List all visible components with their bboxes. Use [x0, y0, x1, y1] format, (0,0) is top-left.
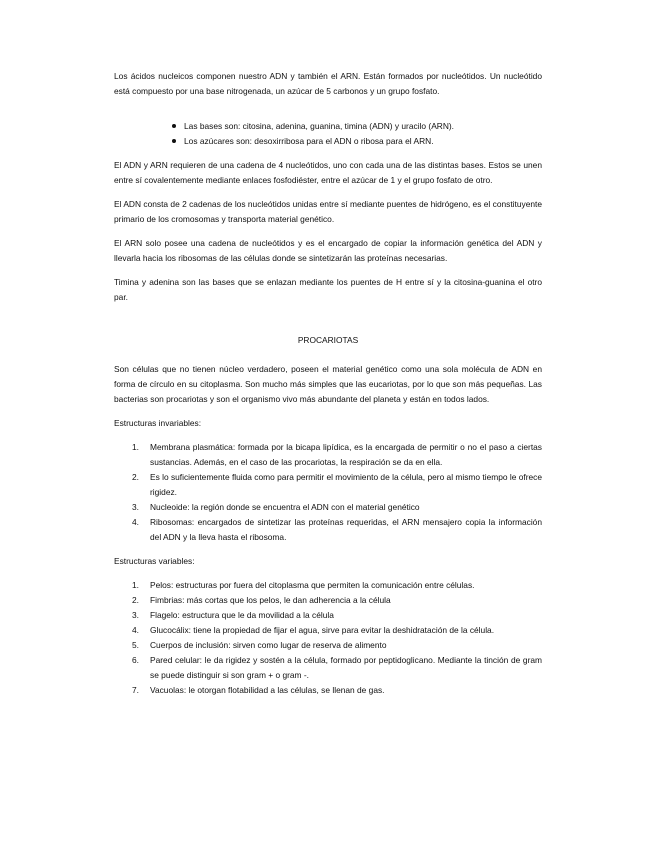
bullet-item: Los azúcares son: desoxirribosa para el ADN o ribosa para el ARN.	[114, 134, 542, 149]
section-heading-procariotas: PROCARIOTAS	[297, 335, 359, 345]
paragraph-bases-pares: Timina y adenina son las bases que se enlazan mediante los puentes de H entre sí y la citosina-guanina el otro par.	[114, 277, 542, 302]
label-estructuras-variables: Estructuras variables:	[114, 556, 195, 566]
list-item: 2. Es lo suficientemente fluida como para permitir el movimiento de la célula, pero al mismo tiempo le ofrece rigidez.	[132, 472, 542, 497]
paragraph-arn: El ARN solo posee una cadena de nucleótidos y es el encargado de copiar la información genética del ADN y llevarla hacia los ribosomas de las células donde se sintetizarán las proteínas necesarias.	[114, 238, 542, 263]
list-item: 6. Pared celular: le da rigidez y sostén a la célula, formado por peptidoglicano. Mediante la tinción de gram se puede distinguir si son gram + o gram -.	[132, 655, 542, 680]
list-item: 4. Ribosomas: encargados de sintetizar las proteínas requeridas, el ARN mensajero copia la información del ADN y la lleva hasta el ribosoma.	[132, 517, 542, 542]
list-item: 1. Pelos: estructuras por fuera del citoplasma que permiten la comunicación entre células.	[132, 580, 475, 590]
list-item: 7. Vacuolas: le otorgan flotabilidad a las células, se llenan de gas.	[132, 685, 385, 695]
paragraph-adn: El ADN consta de 2 cadenas de los nucleótidos unidas entre sí mediante puentes de hidrógeno, es el constituyente primario de los cromosomas y transporta material genético.	[114, 199, 542, 224]
paragraph-procariotas: Son células que no tienen núcleo verdadero, poseen el material genético como una sola molécula de ADN en forma de círculo en su citoplasma. Son mucho más simples que las eucariotas, por lo que son más pequeñas. Las bacterias son procariotas y son el organismo vivo más abundante del planeta y están en todos lados.	[114, 364, 542, 404]
bullet-icon	[172, 124, 176, 128]
list-item: 3. Flagelo: estructura que le da movilidad a la célula	[132, 610, 334, 620]
list-item: 3. Nucleoide: la región donde se encuentra el ADN con el material genético	[132, 502, 420, 512]
bullet-item: Las bases son: citosina, adenina, guanina, timina (ADN) y uracilo (ARN).	[114, 119, 542, 134]
list-estructuras-variables	[114, 578, 542, 698]
paragraph-adn-arn-cadena: El ADN y ARN requieren de una cadena de 4 nucleótidos, uno con cada una de las distintas bases. Estos se unen entre sí covalentemente mediante enlaces fosfodiéster, entre el azúcar de 1 y el grupo fosfato de otro.	[114, 160, 542, 185]
list-item: 4. Glucocálix: tiene la propiedad de fijar el agua, sirve para evitar la deshidratación de la célula.	[132, 625, 495, 635]
list-item: 2. Fimbrias: más cortas que los pelos, le dan adherencia a la célula	[132, 595, 391, 605]
bullet-list-bases	[114, 119, 542, 149]
paragraph-acidos-nucleicos: Los ácidos nucleicos componen nuestro ADN y también el ARN. Están formados por nucleótidos. Un nucleótido está compuesto por una base nitrogenada, un azúcar de 5 carbonos y un grupo fosfato.	[114, 71, 542, 96]
list-estructuras-invariables	[114, 440, 542, 545]
label-estructuras-invariables: Estructuras invariables:	[114, 418, 202, 428]
list-item: 1. Membrana plasmática: formada por la bicapa lipídica, es la encargada de permitir o no el paso a ciertas sustancias. Además, en el caso de las procariotas, la respiración se da en ella.	[132, 442, 542, 467]
bullet-icon	[172, 139, 176, 143]
document-page	[114, 69, 542, 698]
list-item: 5. Cuerpos de inclusión: sirven como lugar de reserva de alimento	[132, 640, 387, 650]
